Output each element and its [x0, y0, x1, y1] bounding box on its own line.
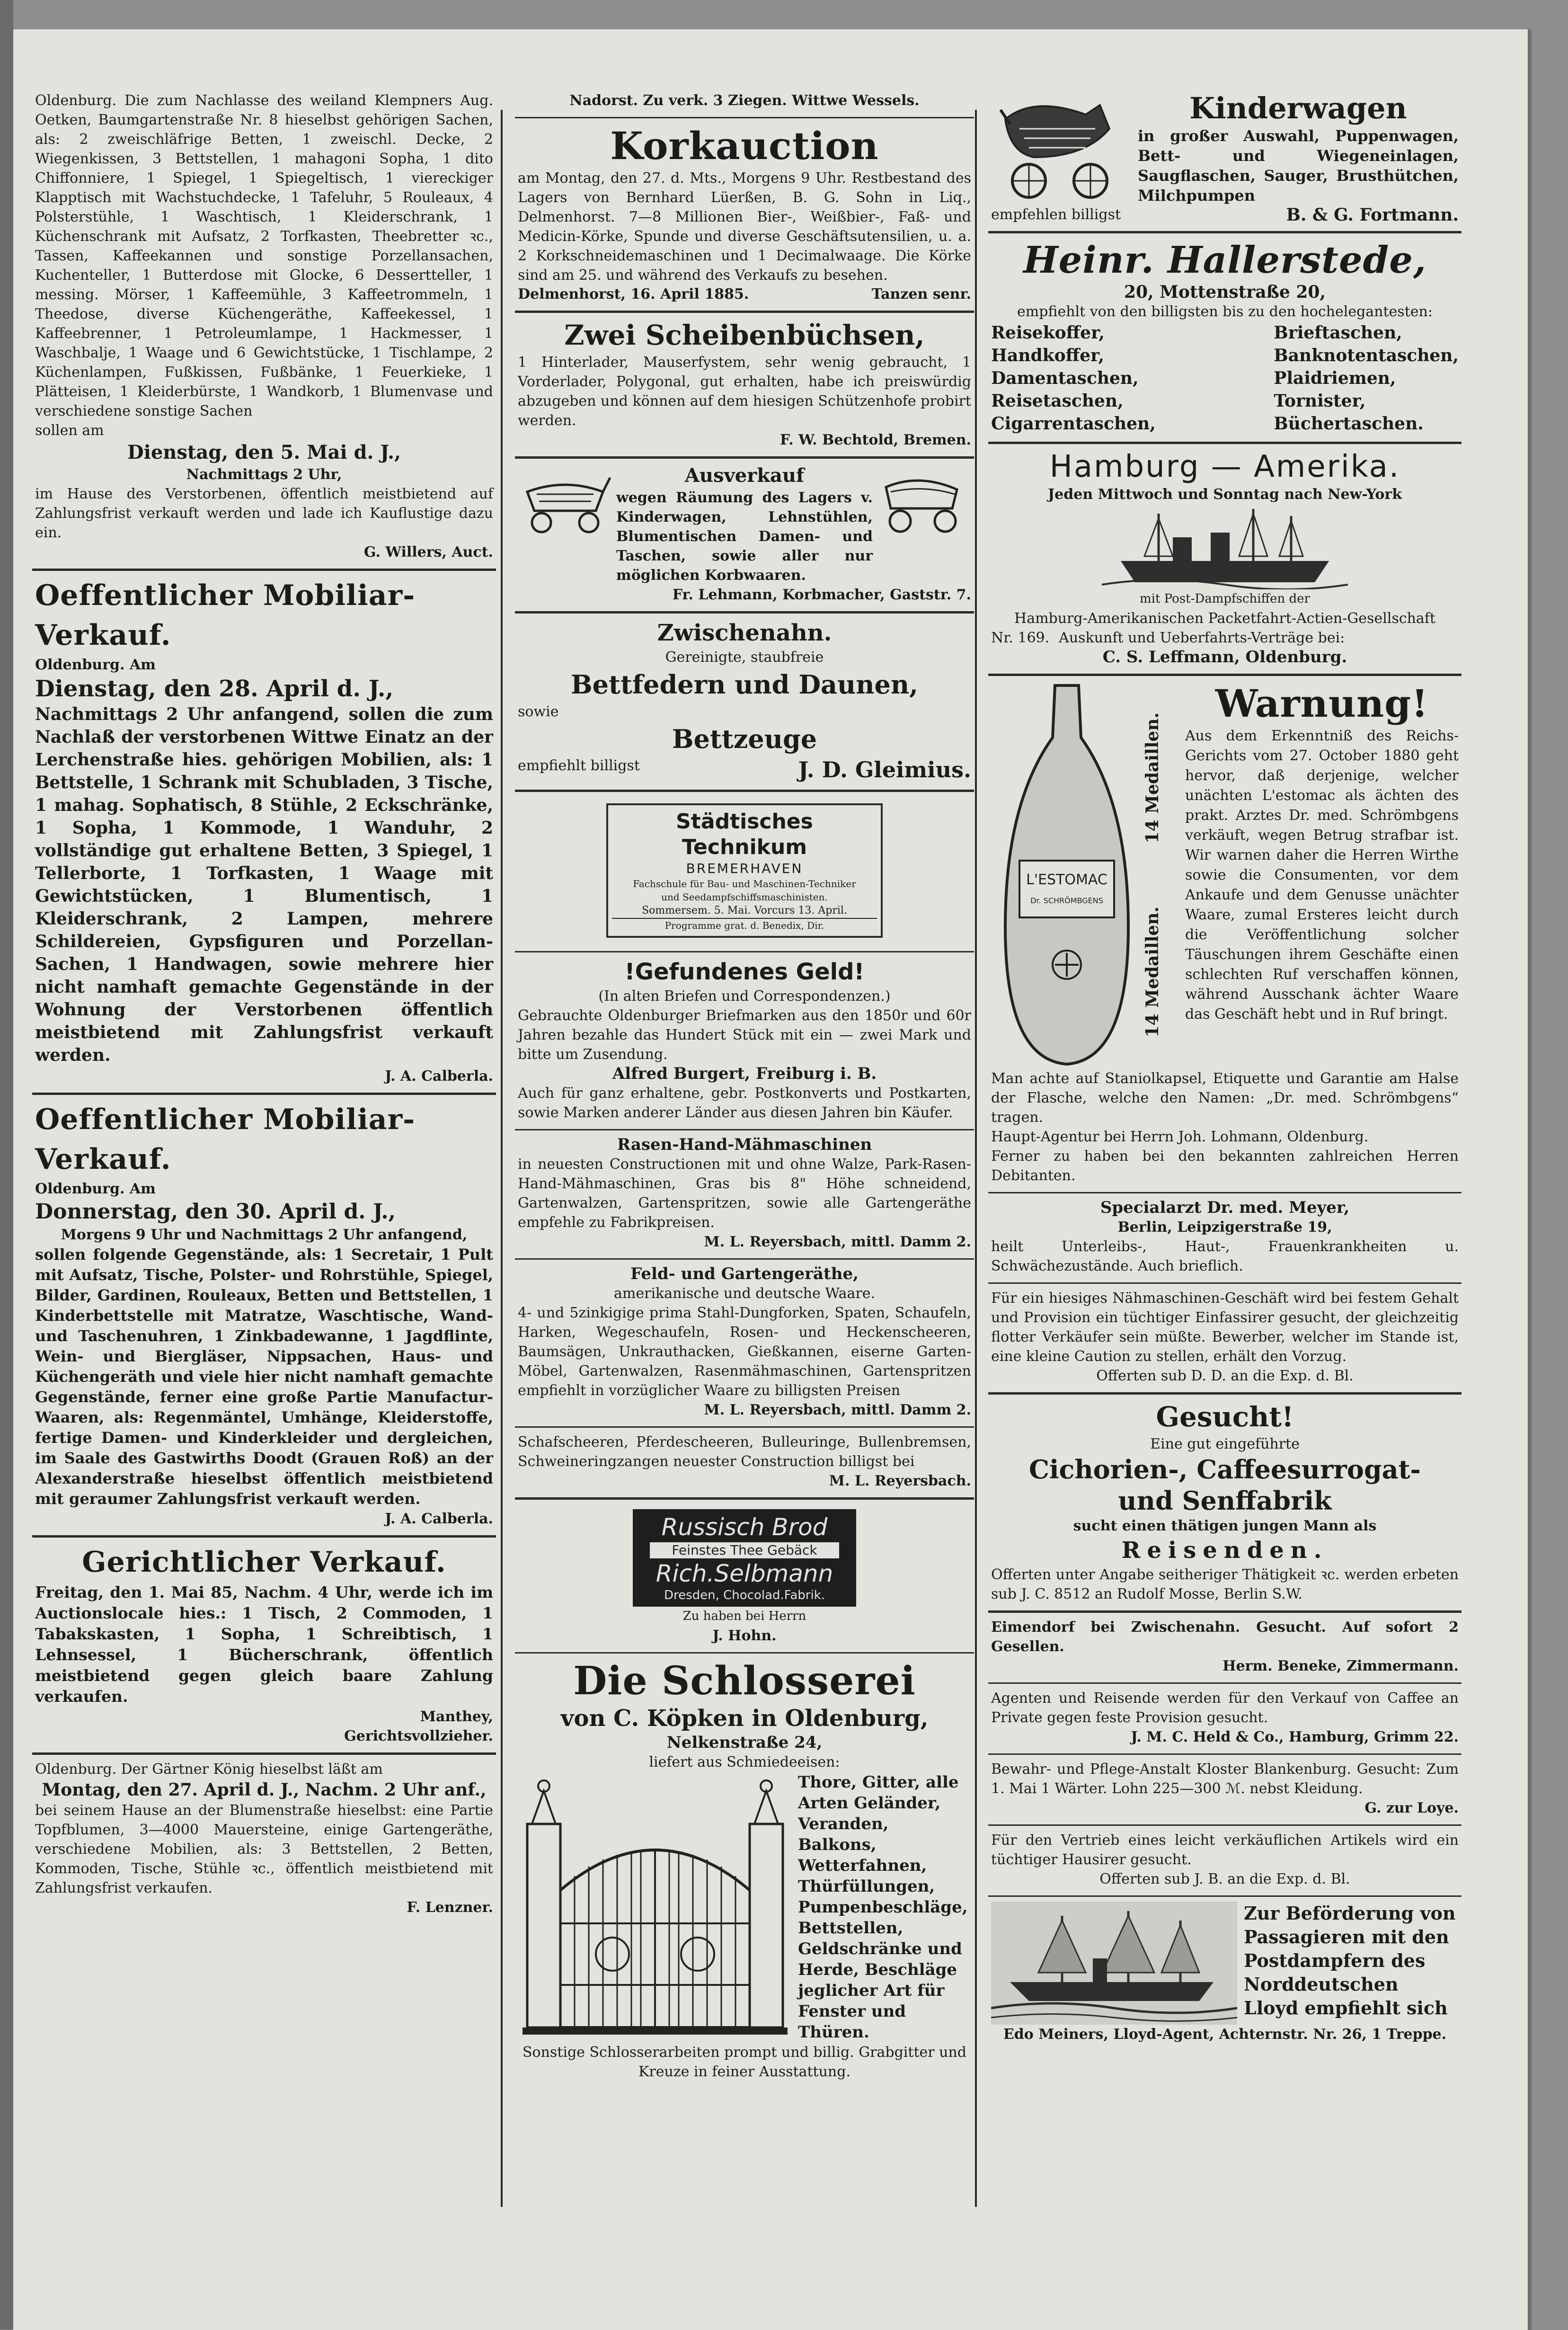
column-right — [988, 86, 1462, 2311]
ad-text: Haupt-Agentur bei Herrn Joh. Lohmann, Oldenburg. — [991, 1129, 1369, 1145]
technikum-city: BREMERHAVEN — [686, 861, 803, 876]
ad-text: Auch für ganz erhaltene, gebr. Postkonverts und Postkarten, sowie Marken anderer Länder aus diesen Jahren bin Käufer. — [518, 1085, 971, 1121]
ad-text: 1 Hinterlader, Mauserfystem, sehr wenig gebraucht, 1 Vorderlader, Polygonal, gut erhalten, habe ich preiswürdig abzugeben und können auf dem hiesigen Schützenhofe probirt werden. — [518, 354, 971, 429]
ad-schafscheeren — [515, 1428, 974, 1500]
schlosserei-row — [518, 1772, 971, 2043]
ad-heading: Gerichtlicher Verkauf. — [82, 1546, 446, 1579]
list-item: Reisekoffer, — [991, 323, 1105, 343]
ad-sub: Gereinigte, staubfreie — [665, 649, 824, 666]
ad-heading: Zwei Scheibenbüchsen, — [564, 319, 925, 351]
ad-address: Berlin, Leipzigerstraße 19, — [1117, 1219, 1332, 1236]
ad-rasenmaehmaschinen — [515, 1130, 974, 1260]
technikum-box — [606, 803, 883, 938]
ad-text: Eimendorf bei Zwischenahn. Gesucht. Auf sofort 2 Gesellen. — [991, 1619, 1459, 1655]
steamship-illustration — [1102, 504, 1348, 589]
ad-date: Dienstag, den 28. April d. J., — [35, 676, 394, 702]
rb-line: Feinstes Thee Gebäck — [650, 1542, 839, 1558]
ad-text: Auskunft und Ueberfahrts-Verträge bei: — [1059, 630, 1345, 646]
ad-signature: Offerten sub D. D. an die Exp. d. Bl. — [1096, 1368, 1354, 1384]
list-item: Handkoffer, — [991, 346, 1104, 365]
ad-text: mit Post-Dampfschiffen der — [1140, 592, 1310, 606]
russisch-brod-label — [633, 1509, 856, 1607]
list-left — [991, 321, 1156, 435]
ad-date: Donnerstag, den 30. April d. J., — [35, 1200, 396, 1224]
ad-heading: Specialarzt Dr. med. Meyer, — [1100, 1198, 1350, 1217]
ad-date: Montag, den 27. April d. J., Nachm. 2 Uhr anf., — [42, 1780, 487, 1800]
ad-text: Ferner zu haben bei den bekannten zahlreichen Herren Debitanten. — [991, 1148, 1459, 1184]
list-item: Büchertaschen. — [1274, 414, 1424, 434]
ad-footer-text: Sonstige Schlosserarbeiten prompt und billig. Grabgitter und Kreuze in feiner Ausstattung. — [522, 2044, 966, 2080]
ad-place: Oldenburg. Am — [35, 657, 156, 673]
ad-scheibenbuechsen — [515, 313, 974, 459]
ad-address: Nelkenstraße 24, — [666, 1733, 823, 1752]
ad-subheading: von C. Köpken in Oldenburg, — [560, 1705, 929, 1732]
list-right — [1274, 321, 1459, 435]
ad-text: Zur Beförderung von Passagieren mit den Postdampfern des Norddeutschen Lloyd empfiehlt sich — [1244, 1903, 1456, 2019]
ad-signature: J. Hohn. — [712, 1627, 777, 1644]
ad-technikum-bremerhaven — [515, 792, 974, 952]
ad-hallerstede — [988, 233, 1462, 444]
ad-bigline: Reisenden. — [1121, 1537, 1329, 1564]
lloyd-row — [991, 1902, 1459, 2025]
ad-signature: Offerten sub J. B. an die Exp. d. Bl. — [1099, 1871, 1350, 1887]
ad-text: Oldenburg. Die zum Nachlasse des weiland Klempners Aug. Oetken, Baumgartenstraße Nr. 8 hieselbst gehörigen Sachen, als: 2 zweischläfrige Betten, 1 zweischl. Decke, 2 Wiegenkissen, 3 Bettstellen, 1 mahagoni Sopha, 1 dito Chiffonniere, 1 Spiegel, 1 Spiegeltisch, 1 viereckiger Klapptisch mit Wachstuchdecke, 1 Tafeluhr, 5 Rouleaux, 4 Polsterstühle, 1 Waschtisch, 1 Kleiderschrank, 1 Küchenschrank mit Aufsatz, 2 Torfkasten, Theebretter ꝛc., Tassen, Kaffeekannen und sonstige Porzellansachen, Kuchenteller, 1 Butterdose mit Glocke, 6 Dessertteller, 1 messing. Mörser, 1 Kaffeemühle, 3 Kaffeetrommeln, 1 Theedose, diverse Küchengeräthe, Kaffeekessel, 1 Kaffeebrenner, 1 Petroleumlampe, 1 Hackmesser, 1 Waschbalje, 1 Waage und 6 Gewichtstücke, 1 Tischlampe, 2 Küchenlampen, Fußkissen, Fußbänke, 1 Feuerkieke, 1 Plätteisen, 1 Kleiderbürste, 1 Wandkorb, 1 Blumenvase und verschiedene sonstige Sachen — [35, 92, 493, 419]
ad-text: heilt Unterleibs-, Haut-, Frauenkrankheiten u. Schwächezustände. Auch brieflich. — [991, 1238, 1459, 1274]
bottle-sublabel: Dr. SCHRÖMBGENS — [1030, 896, 1103, 905]
ad-text: Offerten unter Angabe seitheriger Thätigkeit ꝛc. werden erbeten sub J. C. 8512 an Rudolf Mosse, Berlin S.W. — [991, 1566, 1459, 1602]
hallerstede-lists — [991, 321, 1459, 435]
ad-bigline: und Senffabrik — [1118, 1485, 1332, 1516]
ad-heading: Warnung! — [1215, 681, 1429, 726]
ad-signature: B. & G. Fortmann. — [1286, 205, 1459, 225]
rb-line: Dresden, Chocolad.Fabrik. — [664, 1588, 825, 1602]
ad-agenten-caffee — [988, 1684, 1462, 1755]
column-left — [32, 86, 496, 2311]
ad-number: Nr. 169. — [991, 630, 1050, 646]
ad-heading: Oeffentlicher Mobiliar-Verkauf. — [35, 1103, 416, 1176]
warnung-text — [1185, 681, 1459, 1069]
ad-bigline: Cichorien-, Caffeesurrogat- — [1029, 1454, 1421, 1485]
column-middle — [515, 86, 974, 2311]
list-item: Damentaschen, — [991, 368, 1139, 388]
ad-heading: Hamburg — Amerika. — [1049, 449, 1400, 484]
ad-signature: M. L. Reyersbach, mittl. Damm 2. — [704, 1234, 971, 1250]
ad-text: Nadorst. Zu verk. 3 Ziegen. Wittwe Wessels. — [569, 92, 920, 109]
ad-text: Bewahr- und Pflege-Anstalt Kloster Blankenburg. Gesucht: Zum 1. Mai 1 Wärter. Lohn 225—300 ℳ. nebst Kleidung. — [991, 1761, 1459, 1797]
ad-gesucht-cichorien — [988, 1395, 1462, 1613]
ad-small: empfehlen billigst — [991, 206, 1121, 223]
ad-place: Oldenburg. Am — [35, 1181, 156, 1197]
ad-signature: Alfred Burgert, Freiburg i. B. — [612, 1064, 877, 1083]
list-item: Banknotentaschen, — [1274, 346, 1459, 365]
ad-product-bettzeuge: Bettzeuge — [672, 724, 817, 754]
ad-heading: Zwischenahn. — [657, 620, 832, 646]
ad-text: Aus dem Erkenntniß des Reichs-Gerichts vom 27. October 1880 geht hervor, daß derjenige, welcher unächten L'estomac als ächten des prakt. Arztes Dr. med. Schrömbgens verkäuft, wegen Betrug strafbar ist. Wir warnen daher die Herren Wirthe sowie die Consumenten, vor dem Ankaufe und dem Genusse unächter Waare, zumal Ersteres leicht durch die Veröffentlichung solcher Täuschungen ihrem Geschäfte einen schlechten Ruf verschaffen können, während Ausschank ächter Waare das Geschäft hebt und in Ruf bringt. — [1185, 728, 1459, 1023]
technikum-line: Sommersem. 5. Mai. Vorcurs 13. April. — [642, 905, 847, 916]
ad-text: Gebrauchte Oldenburger Briefmarken aus den 1850r und 60r Jahren bezahle das Hundert Stück mit ein — zwei Mark und bitte um Zusendung. — [518, 1007, 971, 1063]
ad-text: wegen Räumung des Lagers v. Kinderwagen, Lehnstühlen, Blumentischen Damen- und Taschen, sowie aller nur möglichen Korbwaaren. — [616, 489, 873, 584]
list-item: Plaidriemen, — [1274, 368, 1396, 388]
ad-gefundenes-geld — [515, 952, 974, 1130]
ad-sub: empfiehlt von den billigsten bis zu den hochelegantesten: — [1017, 303, 1433, 320]
ad-place: Delmenhorst, 16. April 1885. — [518, 286, 749, 302]
ad-text: Oldenburg. Der Gärtner König hieselbst läßt am — [35, 1761, 383, 1778]
ad-text: 4- und 5zinkigige prima Stahl-Dungforken, Spaten, Schaufeln, Harken, Wegeschaufeln, Rosen- und Heckenscheeren, Baumsägen, Unkrauthacken, Gießkannen, eiserne Garten-Möbel, Gartenwalzen, Rasenmähmaschinen, Gartenspritzen empfiehlt in vorzüglicher Waare zu billigsten Preisen — [518, 1305, 971, 1399]
ad-hausirer — [988, 1826, 1462, 1897]
ad-lehmann-row — [518, 463, 971, 585]
list-item: Brieftaschen, — [1274, 323, 1402, 343]
ad-text: Freitag, den 1. Mai 85, Nachm. 4 Uhr, werde ich im Auctionslocale hies.: 1 Tisch, 2 Commoden, 1 Tabakskasten, 1 Sopha, 1 Schreibtisch, 1 Lehnsessel, 1 Bücherschrank, öffentlich meistbietend gegen gleich baare Zahlung verkaufen. — [35, 1583, 493, 1706]
hamburg-info-row — [991, 628, 1459, 648]
ad-signature: J. A. Calberla. — [385, 1511, 493, 1527]
ad-text: Hamburg-Amerikanischen Packetfahrt-Actien-Gesellschaft — [1014, 610, 1435, 627]
ad-time: Nachmittags 2 Uhr, — [186, 466, 342, 483]
ad-heading: Gesucht! — [1156, 1401, 1294, 1433]
ad-text: im Hause des Verstorbenen, öffentlich meistbietend auf Zahlungsfrist verkauft werden und lade ich Kauflustige dazu ein. — [35, 486, 493, 541]
ad-warnung-lestomac — [988, 676, 1462, 1193]
ad-lehmann-korbwaaren — [515, 459, 974, 614]
ad-russisch-brod — [515, 1500, 974, 1654]
ad-heading: Kinderwagen — [1189, 91, 1407, 125]
ad-heading: !Gefundenes Geld! — [624, 959, 865, 985]
ad-text: in neuesten Constructionen mit und ohne Walze, Park-Rasen-Hand-Mähmaschinen, Gras bis 8" Höhe schneidend, Gartenwalzen, Gartenspritzen, sowie alle Gartengeräthe empfehle zu Fabrikpreisen. — [518, 1156, 971, 1231]
ad-signature: M. L. Reyersbach. — [829, 1473, 971, 1489]
ad-footer — [991, 205, 1459, 224]
technikum-line: Programme grat. d. Benedix, Dir. — [612, 918, 877, 932]
ad-sub: liefert aus Schmiedeeisen: — [649, 1754, 840, 1770]
rb-line: Rich.Selbmann — [656, 1560, 833, 1587]
ad-signature: G. zur Loye. — [1364, 1800, 1459, 1816]
ad-text: sucht einen thätigen jungen Mann als — [1073, 1518, 1377, 1534]
bottle-illustration — [991, 681, 1143, 1069]
ad-sub: (In alten Briefen und Correspondenzen.) — [598, 988, 891, 1005]
ad-signature: F. W. Bechtold, Bremen. — [780, 432, 971, 448]
ad-signature: G. Willers, Auct. — [363, 544, 493, 560]
medal-label: 14 Medaillen. — [1143, 906, 1162, 1038]
medal-labels — [1143, 681, 1162, 1069]
column-divider-1 — [501, 110, 503, 2207]
ad-address: 20, Mottenstraße 20, — [1124, 282, 1326, 302]
ad-koepken-schlosserei — [515, 1654, 974, 2088]
ad-heading: Heinr. Hallerstede, — [1023, 239, 1426, 282]
ad-text: sollen folgende Gegenstände, als: 1 Secretair, 1 Pult mit Aufsatz, Tische, Polster- und Rohrstühle, Spiegel, Bilder, Gardinen, Rouleaux, Betten und Bettstellen, 1 Kinderbettstelle mit Matratze, Waschtische, Wand- und Taschenuhren, 1 Zinkbadewanne, 1 Jagdflinte, Wein- und Biergläser, Nippsachen, Haus- und Küchengeräth und viele hier nicht namhaft gemachte Gegenstände, ferner eine große Partie Manufactur-Waaren, als: Regenmäntel, Umhänge, Kleiderstoffe, fertige Damen- und Kinderkleider und dergleichen, im Saale des Gastwirths Doodt (Grauen Roß) an der Alexanderstraße hieselbst öffentlich meistbietend mit geraumer Zahlungsfrist verkauft werden. — [35, 1245, 493, 1508]
ad-product-bettfedern: Bettfedern und Daunen, — [571, 669, 918, 700]
list-item: Tornister, — [1274, 391, 1366, 411]
ad-signature: J. A. Calberla. — [385, 1068, 493, 1085]
ad-signature: C. S. Leffmann, Oldenburg. — [1102, 648, 1347, 667]
ad-einatz-mobiliar — [32, 571, 496, 1095]
bottle-block — [991, 681, 1180, 1069]
ad-signature: Tanzen senr. — [871, 286, 971, 302]
ad-lehmann-text — [616, 463, 873, 585]
ad-gerichtlicher-verkauf — [32, 1538, 496, 1755]
ad-signature: Edo Meiners, Lloyd-Agent, Achternstr. Nr. 26, 1 Treppe. — [1003, 2026, 1447, 2043]
ad-small: empfiehlt billigst — [518, 757, 640, 774]
list-item: Reisetaschen, — [991, 391, 1124, 411]
medal-label: 14 Medaillen. — [1143, 712, 1162, 844]
kinderwagen-text — [1138, 91, 1459, 205]
ad-norddeutscher-lloyd — [988, 1897, 1462, 2051]
rb-line: Russisch Brod — [661, 1513, 828, 1541]
ad-sub: Zu haben bei Herrn — [682, 1609, 806, 1623]
pram-illustration-right — [877, 463, 971, 534]
ad-text: Thore, Gitter, alle Arten Geländer, Veranden, Balkons, Wetterfahnen, Thürfüllungen, Pumpenbeschläge, Bettstellen, Geldschränke und Herde, Beschläge jeglicher Art für Fenster und Thüren. — [798, 1773, 968, 2042]
ad-dr-meyer — [988, 1193, 1462, 1284]
ad-korkauction — [515, 118, 974, 313]
ad-date: Dienstag, den 5. Mai d. J., — [127, 441, 401, 463]
ad-gartengeraethe — [515, 1260, 974, 1428]
ad-signature: Herm. Beneke, Zimmermann. — [1223, 1658, 1459, 1674]
ad-signature: J. D. Gleimius. — [798, 757, 971, 783]
ad-signature: Manthey, — [420, 1708, 493, 1725]
pram-illustration-left — [518, 463, 612, 534]
ad-text: sowie — [518, 703, 559, 720]
ad-heading: Oeffentlicher Mobiliar-Verkauf. — [35, 579, 416, 652]
ad-signature: Fr. Lehmann, Korbmacher, Gaststr. 7. — [672, 587, 971, 603]
ad-hamburg-amerika — [988, 444, 1462, 676]
iron-gate-illustration — [518, 1772, 792, 2037]
ad-fortmann-kinderwagen — [988, 86, 1462, 233]
ad-gleimius-bettfedern — [515, 614, 974, 792]
ad-signature: J. M. C. Held & Co., Hamburg, Grimm 22. — [1131, 1729, 1459, 1745]
technikum-line: Fachschule für Bau- und Maschinen-Techniker — [633, 878, 856, 889]
ad-heading: Korkauction — [610, 124, 879, 168]
newspaper-page — [13, 29, 1528, 2330]
ad-nadorst-ziegen — [515, 86, 974, 118]
sailing-steamer-illustration — [991, 1902, 1237, 2025]
ad-heading: Die Schlosserei — [573, 1658, 916, 1704]
steamship-block — [991, 504, 1459, 589]
ad-text: Nachmittags 2 Uhr anfangend, sollen die zum Nachlaß der verstorbenen Wittwe Einatz an der Lerchenstraße hies. gehörigen Mobilien, als: 1 Bettstelle, 1 Schrank mit Schubladen, 3 Tische, 1 mahag. Sophatisch, 8 Stühle, 2 Eckschränke, 1 Sopha, 1 Kommode, 1 Wanduhr, 2 vollständige gut erhaltene Betten, 3 Spiegel, 1 Tellerborte, 1 Torfkasten, 1 Waage mit Gewichtstücken, 1 Blumentisch, 1 Kleiderschrank, 2 Lampen, mehrere Schildereien, Gypsfiguren und Porzellan-Sachen, 1 Handwagen, sowie mehrere hier nicht namhaft gemachte Gegenstände in der Wohnung der Verstorbenen öffentlich meistbietend mit Zahlungsfrist verkauft werden. — [35, 704, 493, 1065]
ad-sub: amerikanische und deutsche Waare. — [614, 1285, 875, 1302]
ad-heading: Rasen-Hand-Mähmaschinen — [617, 1135, 872, 1154]
list-item: Cigarrentaschen, — [991, 414, 1156, 434]
page-binding-edge — [0, 0, 13, 2330]
ad-koenig-gaertner — [32, 1755, 496, 1924]
ad-footer — [518, 756, 971, 783]
ad-signature: Gerichtsvollzieher. — [344, 1728, 493, 1744]
ad-sub: Eine gut eingeführte — [1150, 1436, 1300, 1452]
ad-text: am Montag, den 27. d. Mts., Morgens 9 Uhr. Restbestand des Lagers von Bernhard Lüerßen, B. G. Sohn in Liq., Delmenhorst. 7—8 Millionen Bier-, Weißbier-, Faß- und Medicin-Körke, Spunde und diverse Geschäftsutensilien, u. a. 2 Korkschneidemaschinen und 1 Decimalwaage. Die Körke sind am 25. und während des Verkaufs zu besehen. — [518, 170, 971, 284]
ad-text: sollen am — [35, 422, 104, 439]
ad-kloster-blankenburg — [988, 1755, 1462, 1826]
ad-footer — [518, 285, 971, 304]
ad-signature: F. Lenzner. — [407, 1899, 493, 1916]
kinderwagen-row — [991, 91, 1459, 205]
ad-text: Agenten und Reisende werden für den Verkauf von Caffee an Private gegen feste Provision gesucht. — [991, 1690, 1459, 1726]
ad-text: Schafscheeren, Pferdescheeren, Bulleuringe, Bullenbremsen, Schweineringzangen neuester Construction billigst bei — [518, 1434, 971, 1470]
ad-text: Für ein hiesiges Nähmaschinen-Geschäft wird bei festem Gehalt und Provision ein tüchtiger Einfassirer gesucht, der gleichzeitig flotter Verkäufer sein müßte. Bewerber, welcher im Stande ist, eine kleine Caution zu stellen, erhält den Vorzug. — [991, 1290, 1459, 1365]
ad-time: Morgens 9 Uhr und Nachmittags 2 Uhr anfangend, — [61, 1227, 468, 1243]
warnung-row — [991, 681, 1459, 1069]
column-divider-2 — [975, 110, 977, 2207]
ad-heading: Ausverkauf — [684, 464, 805, 487]
ad-text: bei seinem Hause an der Blumenstraße hieselbst: eine Partie Topfblumen, 3—4000 Mauersteine, einige Gartengeräthe, verschiedene Mobilien, als: 3 Bettstellen, 2 Betten, Kommoden, Tische, Stühle ꝛc., öffentlich meistbietend mit Zahlungsfrist verkaufen. — [35, 1802, 493, 1896]
ad-text: in großer Auswahl, Puppenwagen, Bett- und Wiegeneinlagen, Saugflaschen, Sauger, Brusthütchen, Milchpumpen — [1138, 127, 1459, 205]
technikum-title: Städtisches Technikum — [676, 809, 813, 859]
ad-heading: Feld- und Gartengeräthe, — [630, 1264, 859, 1283]
ad-text: Für den Vertrieb eines leicht verkäuflichen Artikels wird ein tüchtiger Hausirer gesucht. — [991, 1832, 1459, 1868]
ad-naehmaschinen — [988, 1284, 1462, 1395]
ad-signature: M. L. Reyersbach, mittl. Damm 2. — [704, 1402, 971, 1418]
ad-oetken-estate — [32, 86, 496, 571]
ad-sub: Jeden Mittwoch und Sonntag nach New-York — [1047, 486, 1402, 503]
bottle-label: L'ESTOMAC — [1026, 872, 1107, 888]
pram-illustration — [991, 91, 1133, 205]
technikum-line: und Seedampfschiffsmaschinisten. — [661, 891, 828, 903]
ad-doodt-mobiliar — [32, 1095, 496, 1538]
ad-eimendorf — [988, 1613, 1462, 1684]
ad-text: Man achte auf Staniolkapsel, Etiquette und Garantie am Halse der Flasche, welche den Namen: „Dr. med. Schrömbgens“ tragen. — [991, 1070, 1459, 1126]
